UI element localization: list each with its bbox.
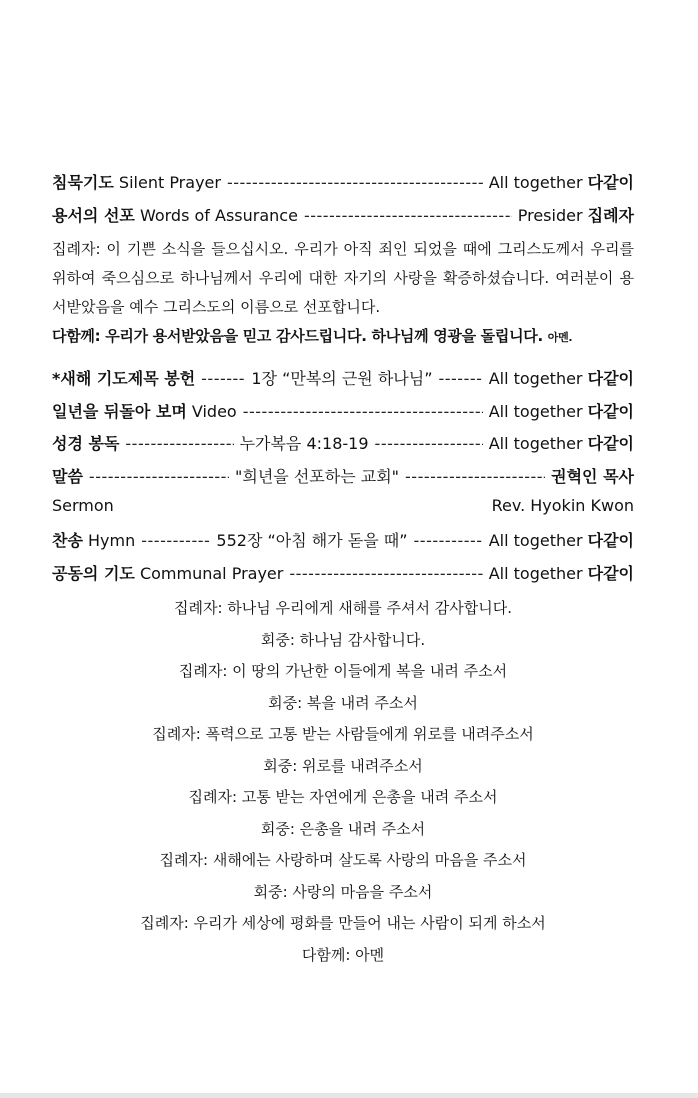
dash-leader	[89, 467, 229, 486]
participant-ko: 집례자	[587, 205, 634, 225]
assurance-ko: 용서의 선포	[52, 205, 135, 225]
scripture-ko: 성경 봉독	[52, 434, 120, 453]
hymn-en: Hymn	[88, 531, 136, 550]
participant-en: All together	[488, 531, 583, 550]
hymn-ko: 찬송	[52, 531, 83, 550]
sermon-row	[52, 464, 634, 497]
new-year-prayer-ko: *새해 기도제목 봉헌	[52, 369, 196, 388]
litany-line: 집례자: 고통 받는 자연에게 은총을 내려 주소서	[188, 788, 498, 806]
assurance-response	[52, 322, 634, 352]
litany-line: 다함께: 아멘	[301, 945, 385, 964]
video-en: Video	[191, 401, 237, 421]
litany-line: 집례자: 우리가 세상에 평화를 만들어 내는 사람이 되게 하소서	[140, 914, 546, 932]
hymn-title: 1장 “만복의 근원 하나님”	[251, 369, 433, 388]
participant-en: All together	[488, 563, 583, 583]
litany	[52, 593, 634, 971]
preacher-ko: 권혁인 목사	[551, 466, 634, 486]
communal-prayer-en: Communal Prayer	[139, 563, 284, 583]
participant-ko: 다같이	[587, 434, 634, 453]
dash-leader	[125, 434, 233, 453]
assurance-en: Words of Assurance	[139, 205, 298, 225]
dash-leader	[405, 467, 545, 486]
sermon-en: Sermon	[52, 496, 114, 515]
litany-line: 집례자: 이 땅의 가난한 이들에게 복을 내려 주소서	[178, 662, 508, 680]
participant-en: Presider	[517, 205, 583, 225]
participant-en: All together	[488, 434, 583, 453]
litany-line: 집례자: 하나님 우리에게 새해를 주셔서 감사합니다.	[174, 599, 512, 617]
participant-ko: 다같이	[587, 173, 634, 192]
dash-leader	[141, 531, 210, 550]
preacher-en: Rev. Hyokin Kwon	[491, 496, 634, 515]
dash-leader	[289, 564, 482, 583]
scripture-row	[52, 431, 634, 464]
participant-ko: 다같이	[587, 369, 634, 388]
dash-leader	[438, 369, 482, 388]
hymn-title: 552장 “아침 해가 돋을 때”	[216, 531, 408, 550]
video-ko: 일년을 뒤돌아 보며	[52, 401, 187, 421]
litany-line: 집례자: 폭력으로 고통 받는 사람들에게 위로를 내려주소서	[152, 725, 534, 743]
participant-ko: 다같이	[587, 401, 634, 421]
litany-line: 회중: 위로를 내려주소서	[263, 756, 423, 775]
sermon-title: "희년을 선포하는 교회"	[235, 466, 400, 486]
dash-leader	[201, 369, 245, 388]
participant-ko: 다같이	[587, 563, 634, 583]
hymn-row	[52, 528, 634, 561]
video-row	[52, 399, 634, 432]
communal-prayer-ko: 공동의 기도	[52, 563, 135, 583]
communal-prayer-row	[52, 561, 634, 594]
silent-prayer-ko: 침묵기도	[52, 173, 114, 192]
assurance-text: 집례자: 이 기쁜 소식을 들으십시오. 우리가 아직 죄인 되었을 때에 그리스도께서 우리를 위하여 죽으심으로 하나님께서 우리에 대한 자기의 사랑을 확증하셨습니다. 여러분이 용서받았음을 예수 그리스도의 이름으로 선포합니다.	[52, 240, 634, 316]
sermon-en-row	[52, 496, 634, 528]
dash-leader	[414, 531, 483, 550]
participant-ko: 다같이	[587, 531, 634, 550]
dash-leader	[375, 434, 483, 453]
amen-text: 아멘.	[547, 331, 573, 344]
page-bottom-divider	[0, 1093, 698, 1098]
litany-line: 회중: 복을 내려 주소서	[268, 693, 418, 712]
litany-line: 회중: 은총을 내려 주소서	[260, 819, 426, 838]
assurance-response-text: 다함께: 우리가 용서받았음을 믿고 감사드립니다. 하나님께 영광을 돌립니다.	[52, 327, 543, 345]
participant-en: All together	[488, 369, 583, 388]
litany-line: 회중: 하나님 감사합니다.	[260, 630, 426, 649]
worship-order	[52, 170, 634, 971]
new-year-prayer-row	[52, 366, 634, 399]
litany-line: 회중: 사랑의 마음을 주소서	[253, 882, 433, 901]
litany-line: 집례자: 새해에는 사랑하며 살도록 사랑의 마음을 주소서	[159, 851, 527, 869]
dash-leader	[243, 402, 483, 421]
sermon-ko: 말씀	[52, 466, 83, 486]
scripture-passage: 누가복음 4:18-19	[239, 434, 369, 453]
assurance-row	[52, 203, 634, 236]
dash-leader	[227, 173, 483, 192]
dash-leader	[304, 206, 512, 225]
participant-en: All together	[488, 401, 583, 421]
silent-prayer-row	[52, 170, 634, 203]
participant-en: All together	[488, 173, 583, 192]
silent-prayer-en: Silent Prayer	[118, 173, 221, 192]
